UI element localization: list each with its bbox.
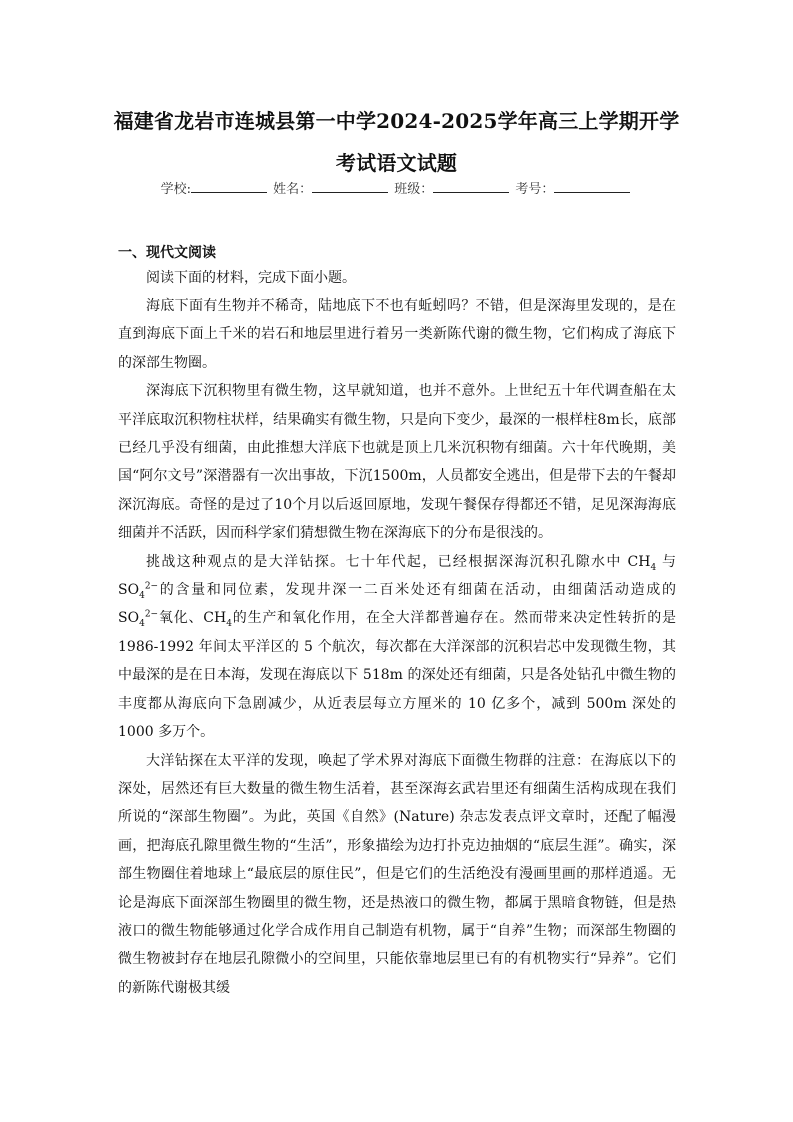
exam-number-label: 考号：	[515, 182, 555, 197]
name-blank[interactable]	[312, 178, 388, 193]
p3-text-4: 氧化、CH	[158, 610, 227, 627]
passage-instruction: 阅读下面的材料，完成下面小题。	[146, 270, 356, 286]
p3-sub-2: 4	[139, 590, 145, 601]
class-blank[interactable]	[433, 178, 509, 193]
paragraph-2: 深海底下沉积物里有微生物，这早就知道，也并不意外。上世纪五十年代调查船在太平洋底取沉积物柱状样，结果确实有微生物，只是向下变少，最深的一根样柱8m长，底部已经几乎没有细菌，由此推想大洋底下也就是顶上几米沉积物有细菌。六十年代晚期，美国“阿尔文号”深潜器有一次出事故，下沉1500m，人员都安全逃出，但是带下去的午餐却深沉海底。奇怪的是过了10个月以后返回原地，发现午餐保存得都还不错，足见深海海底细菌并不活跃，因而科学家们猜想微生物在深海底下的分布是很浅的。	[118, 383, 676, 542]
p3-sup-2: 2−	[144, 609, 159, 620]
school-label: 学校:	[160, 182, 191, 197]
section-heading: 一、现代文阅读	[118, 245, 216, 261]
p3-sup-1: 2−	[144, 581, 159, 592]
p3-text-2: 与 SO	[118, 553, 676, 599]
p3-text-5: 的生产和氧化作用，在全大洋都普遍存在。然而带来决定性转折的是 1986-1992 年间太平洋区的 5 个航次，每次都在大洋深部的沉积岩芯中发现微生物，其中最深的是在日本海，发现在海底以下 518m 的深处还有细菌，只是各处钻孔中微生物的丰度都从海底向下急剧减少，从近表层每立方厘米的 10 亿多个，减到 500m 深处的 1000 多万个。	[118, 610, 677, 741]
p3-sub-1: 4	[650, 562, 657, 573]
p3-text-1: 挑战这种观点的是大洋钻探。七十年代起，已经根据深海沉积孔隙水中 CH	[146, 553, 651, 570]
p3-text-3: 的含量和同位素，发现井深一二百米处还有细菌在活动，由细菌活动造成的 SO	[118, 582, 676, 627]
school-blank[interactable]	[191, 178, 267, 193]
title-line-2: 考试语文试题	[335, 151, 458, 175]
title-line-1: 福建省龙岩市连城县第一中学2024-2025学年高三上学期开学	[113, 109, 680, 133]
p3-sub-3: 4	[139, 619, 145, 630]
paragraph-3	[118, 548, 676, 747]
paragraph-1: 海底下面有生物并不稀奇，陆地底下不也有蚯蚓吗？不错，但是深海里发现的，是在直到海底下面上千米的岩石和地层里进行着另一类新陈代谢的微生物，它们构成了海底下的深部生物圈。	[118, 298, 676, 371]
exam-number-blank[interactable]	[554, 178, 630, 193]
class-label: 班级：	[394, 182, 434, 197]
document-title	[100, 100, 693, 184]
paragraph-4: 大洋钻探在太平洋的发现，唤起了学术界对海底下面微生物群的注意：在海底以下的深处，居然还有巨大数量的微生物生活着，甚至深海玄武岩里还有细菌生活构成现在我们所说的“深部生物圈”。为此，英国《自然》(Nature) 杂志发表点评文章时，还配了幅漫画，把海底孔隙里微生物的“生活”，形象描绘为边打扑克边抽烟的“底层生涯”。确实，深部生物圈住着地球上“最底层的原住民”，但是它们的生活绝没有漫画里画的那样逍遥。无论是海底下面深部生物圈里的微生物，还是热液口的微生物，都属于黑暗食物链，但是热液口的微生物能够通过化学合成作用自己制造有机物，属于“自养”生物；而深部生物圈的微生物被封存在地层孔隙微小的空间里，只能依靠地层里已有的有机物实行“异养”。它们的新陈代谢极其缓	[118, 752, 676, 996]
p3-sub-4: 4	[226, 619, 232, 630]
name-label: 姓名：	[273, 182, 313, 197]
student-info-line	[0, 178, 793, 201]
reading-passage	[118, 264, 676, 1002]
